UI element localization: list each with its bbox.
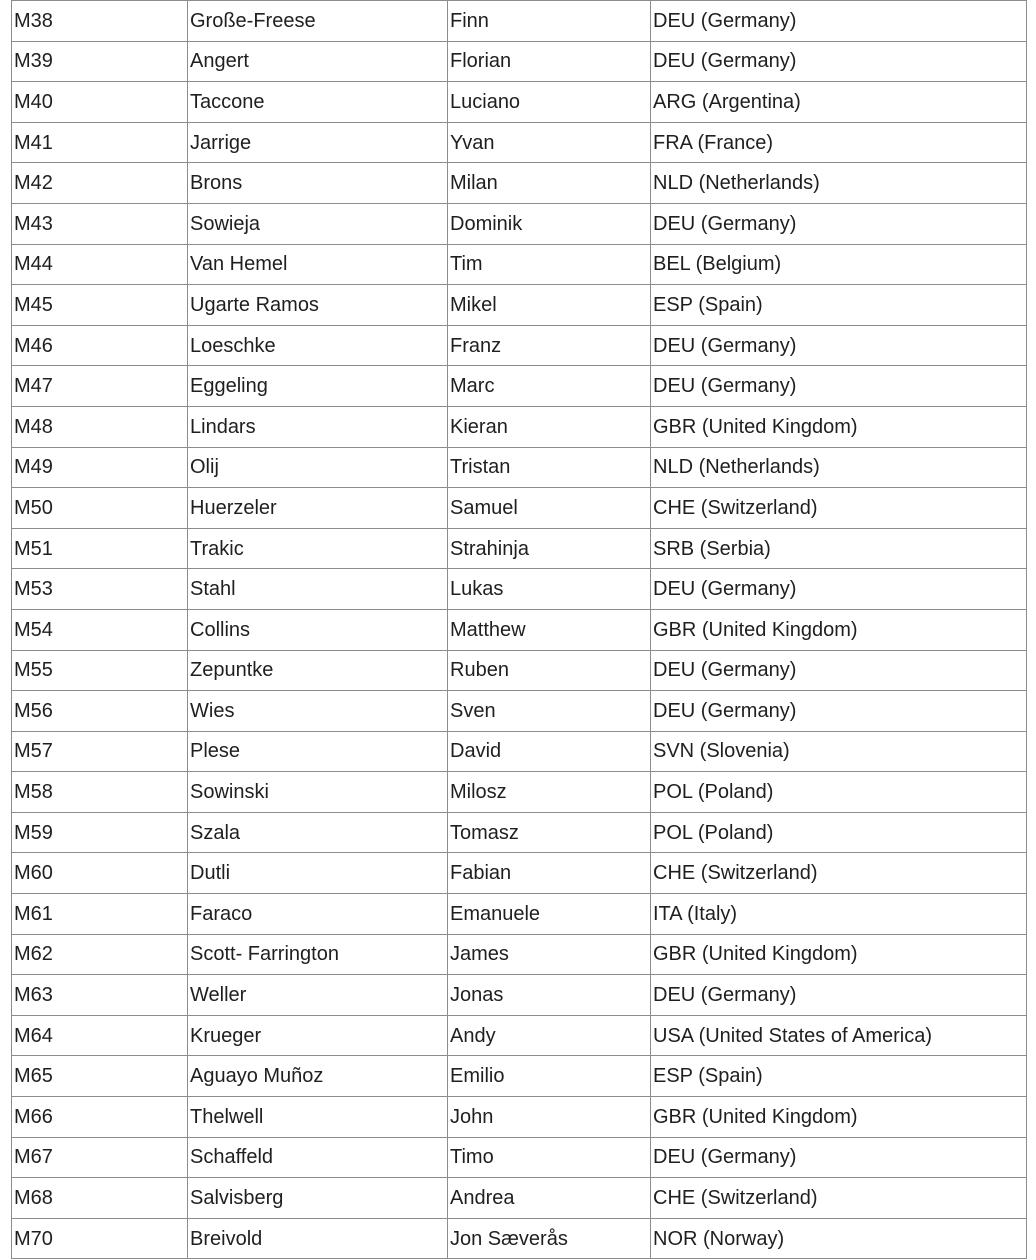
first-name-cell: Strahinja: [448, 528, 651, 569]
athlete-id-cell: M48: [12, 406, 188, 447]
athlete-id-cell: M58: [12, 772, 188, 813]
first-name-cell: Fabian: [448, 853, 651, 894]
last-name-cell: Sowinski: [188, 772, 448, 813]
table-row: [12, 1137, 1027, 1178]
first-name-cell: David: [448, 731, 651, 772]
nation-cell: CHE (Switzerland): [651, 488, 1027, 529]
table-row: [12, 325, 1027, 366]
athlete-id-cell: M55: [12, 650, 188, 691]
table-row: [12, 203, 1027, 244]
table-row: [12, 569, 1027, 610]
table-row: [12, 1097, 1027, 1138]
last-name-cell: Loeschke: [188, 325, 448, 366]
table-row: [12, 975, 1027, 1016]
first-name-cell: Tristan: [448, 447, 651, 488]
last-name-cell: Salvisberg: [188, 1178, 448, 1219]
last-name-cell: Angert: [188, 41, 448, 82]
athlete-id-cell: M49: [12, 447, 188, 488]
first-name-cell: Matthew: [448, 609, 651, 650]
nation-cell: GBR (United Kingdom): [651, 934, 1027, 975]
table-row: [12, 731, 1027, 772]
nation-cell: POL (Poland): [651, 772, 1027, 813]
nation-cell: NOR (Norway): [651, 1218, 1027, 1259]
first-name-cell: Sven: [448, 691, 651, 732]
table-row: [12, 406, 1027, 447]
athlete-id-cell: M39: [12, 41, 188, 82]
table-row: [12, 366, 1027, 407]
table-row: [12, 82, 1027, 123]
first-name-cell: Marc: [448, 366, 651, 407]
table-row: [12, 1015, 1027, 1056]
athlete-id-cell: M54: [12, 609, 188, 650]
last-name-cell: Thelwell: [188, 1097, 448, 1138]
table-row: [12, 772, 1027, 813]
table-row: [12, 122, 1027, 163]
nation-cell: POL (Poland): [651, 812, 1027, 853]
first-name-cell: James: [448, 934, 651, 975]
athlete-id-cell: M63: [12, 975, 188, 1016]
athlete-id-cell: M38: [12, 1, 188, 42]
athlete-id-cell: M53: [12, 569, 188, 610]
table-row: [12, 285, 1027, 326]
nation-cell: DEU (Germany): [651, 41, 1027, 82]
table-row: [12, 894, 1027, 935]
nation-cell: CHE (Switzerland): [651, 853, 1027, 894]
athlete-id-cell: M60: [12, 853, 188, 894]
nation-cell: NLD (Netherlands): [651, 447, 1027, 488]
last-name-cell: Zepuntke: [188, 650, 448, 691]
athlete-id-cell: M61: [12, 894, 188, 935]
roster-table-body: [12, 1, 1027, 1259]
last-name-cell: Scott- Farrington: [188, 934, 448, 975]
athlete-id-cell: M42: [12, 163, 188, 204]
first-name-cell: Jon Sæverås: [448, 1218, 651, 1259]
first-name-cell: Timo: [448, 1137, 651, 1178]
first-name-cell: Yvan: [448, 122, 651, 163]
nation-cell: GBR (United Kingdom): [651, 406, 1027, 447]
nation-cell: DEU (Germany): [651, 569, 1027, 610]
athlete-id-cell: M65: [12, 1056, 188, 1097]
nation-cell: SRB (Serbia): [651, 528, 1027, 569]
last-name-cell: Ugarte Ramos: [188, 285, 448, 326]
athlete-id-cell: M41: [12, 122, 188, 163]
last-name-cell: Plese: [188, 731, 448, 772]
last-name-cell: Jarrige: [188, 122, 448, 163]
last-name-cell: Stahl: [188, 569, 448, 610]
athlete-id-cell: M62: [12, 934, 188, 975]
first-name-cell: Tim: [448, 244, 651, 285]
first-name-cell: Andrea: [448, 1178, 651, 1219]
nation-cell: USA (United States of America): [651, 1015, 1027, 1056]
nation-cell: FRA (France): [651, 122, 1027, 163]
last-name-cell: Krueger: [188, 1015, 448, 1056]
last-name-cell: Taccone: [188, 82, 448, 123]
table-row: [12, 853, 1027, 894]
last-name-cell: Große-Freese: [188, 1, 448, 42]
nation-cell: DEU (Germany): [651, 203, 1027, 244]
last-name-cell: Wies: [188, 691, 448, 732]
last-name-cell: Olij: [188, 447, 448, 488]
last-name-cell: Breivold: [188, 1218, 448, 1259]
first-name-cell: Mikel: [448, 285, 651, 326]
last-name-cell: Dutli: [188, 853, 448, 894]
last-name-cell: Trakic: [188, 528, 448, 569]
nation-cell: DEU (Germany): [651, 1137, 1027, 1178]
athlete-id-cell: M64: [12, 1015, 188, 1056]
last-name-cell: Szala: [188, 812, 448, 853]
last-name-cell: Van Hemel: [188, 244, 448, 285]
athlete-id-cell: M66: [12, 1097, 188, 1138]
athlete-id-cell: M67: [12, 1137, 188, 1178]
athlete-id-cell: M59: [12, 812, 188, 853]
first-name-cell: John: [448, 1097, 651, 1138]
nation-cell: DEU (Germany): [651, 325, 1027, 366]
table-row: [12, 528, 1027, 569]
nation-cell: GBR (United Kingdom): [651, 1097, 1027, 1138]
table-row: [12, 1056, 1027, 1097]
first-name-cell: Luciano: [448, 82, 651, 123]
table-row: [12, 488, 1027, 529]
first-name-cell: Ruben: [448, 650, 651, 691]
last-name-cell: Brons: [188, 163, 448, 204]
last-name-cell: Lindars: [188, 406, 448, 447]
last-name-cell: Faraco: [188, 894, 448, 935]
nation-cell: NLD (Netherlands): [651, 163, 1027, 204]
table-row: [12, 244, 1027, 285]
athlete-id-cell: M68: [12, 1178, 188, 1219]
table-row: [12, 163, 1027, 204]
first-name-cell: Milan: [448, 163, 651, 204]
nation-cell: GBR (United Kingdom): [651, 609, 1027, 650]
last-name-cell: Huerzeler: [188, 488, 448, 529]
athlete-id-cell: M51: [12, 528, 188, 569]
first-name-cell: Lukas: [448, 569, 651, 610]
nation-cell: BEL (Belgium): [651, 244, 1027, 285]
table-row: [12, 1178, 1027, 1219]
last-name-cell: Schaffeld: [188, 1137, 448, 1178]
first-name-cell: Emilio: [448, 1056, 651, 1097]
athlete-id-cell: M40: [12, 82, 188, 123]
nation-cell: ESP (Spain): [651, 285, 1027, 326]
nation-cell: ITA (Italy): [651, 894, 1027, 935]
athlete-id-cell: M50: [12, 488, 188, 529]
table-row: [12, 691, 1027, 732]
last-name-cell: Collins: [188, 609, 448, 650]
first-name-cell: Milosz: [448, 772, 651, 813]
athlete-id-cell: M46: [12, 325, 188, 366]
first-name-cell: Emanuele: [448, 894, 651, 935]
roster-sheet: [11, 0, 1026, 1259]
nation-cell: SVN (Slovenia): [651, 731, 1027, 772]
nation-cell: DEU (Germany): [651, 1, 1027, 42]
nation-cell: ARG (Argentina): [651, 82, 1027, 123]
athlete-id-cell: M45: [12, 285, 188, 326]
first-name-cell: Franz: [448, 325, 651, 366]
nation-cell: DEU (Germany): [651, 366, 1027, 407]
first-name-cell: Tomasz: [448, 812, 651, 853]
nation-cell: ESP (Spain): [651, 1056, 1027, 1097]
athlete-id-cell: M57: [12, 731, 188, 772]
table-row: [12, 447, 1027, 488]
table-row: [12, 609, 1027, 650]
last-name-cell: Weller: [188, 975, 448, 1016]
first-name-cell: Samuel: [448, 488, 651, 529]
first-name-cell: Florian: [448, 41, 651, 82]
table-row: [12, 812, 1027, 853]
table-row: [12, 650, 1027, 691]
table-row: [12, 934, 1027, 975]
first-name-cell: Andy: [448, 1015, 651, 1056]
roster-table: [11, 0, 1027, 1259]
first-name-cell: Finn: [448, 1, 651, 42]
athlete-id-cell: M56: [12, 691, 188, 732]
athlete-id-cell: M47: [12, 366, 188, 407]
last-name-cell: Eggeling: [188, 366, 448, 407]
last-name-cell: Sowieja: [188, 203, 448, 244]
first-name-cell: Jonas: [448, 975, 651, 1016]
table-row: [12, 1218, 1027, 1259]
first-name-cell: Kieran: [448, 406, 651, 447]
nation-cell: CHE (Switzerland): [651, 1178, 1027, 1219]
table-row: [12, 1, 1027, 42]
table-row: [12, 41, 1027, 82]
athlete-id-cell: M44: [12, 244, 188, 285]
athlete-id-cell: M70: [12, 1218, 188, 1259]
nation-cell: DEU (Germany): [651, 975, 1027, 1016]
nation-cell: DEU (Germany): [651, 650, 1027, 691]
nation-cell: DEU (Germany): [651, 691, 1027, 732]
first-name-cell: Dominik: [448, 203, 651, 244]
last-name-cell: Aguayo Muñoz: [188, 1056, 448, 1097]
athlete-id-cell: M43: [12, 203, 188, 244]
